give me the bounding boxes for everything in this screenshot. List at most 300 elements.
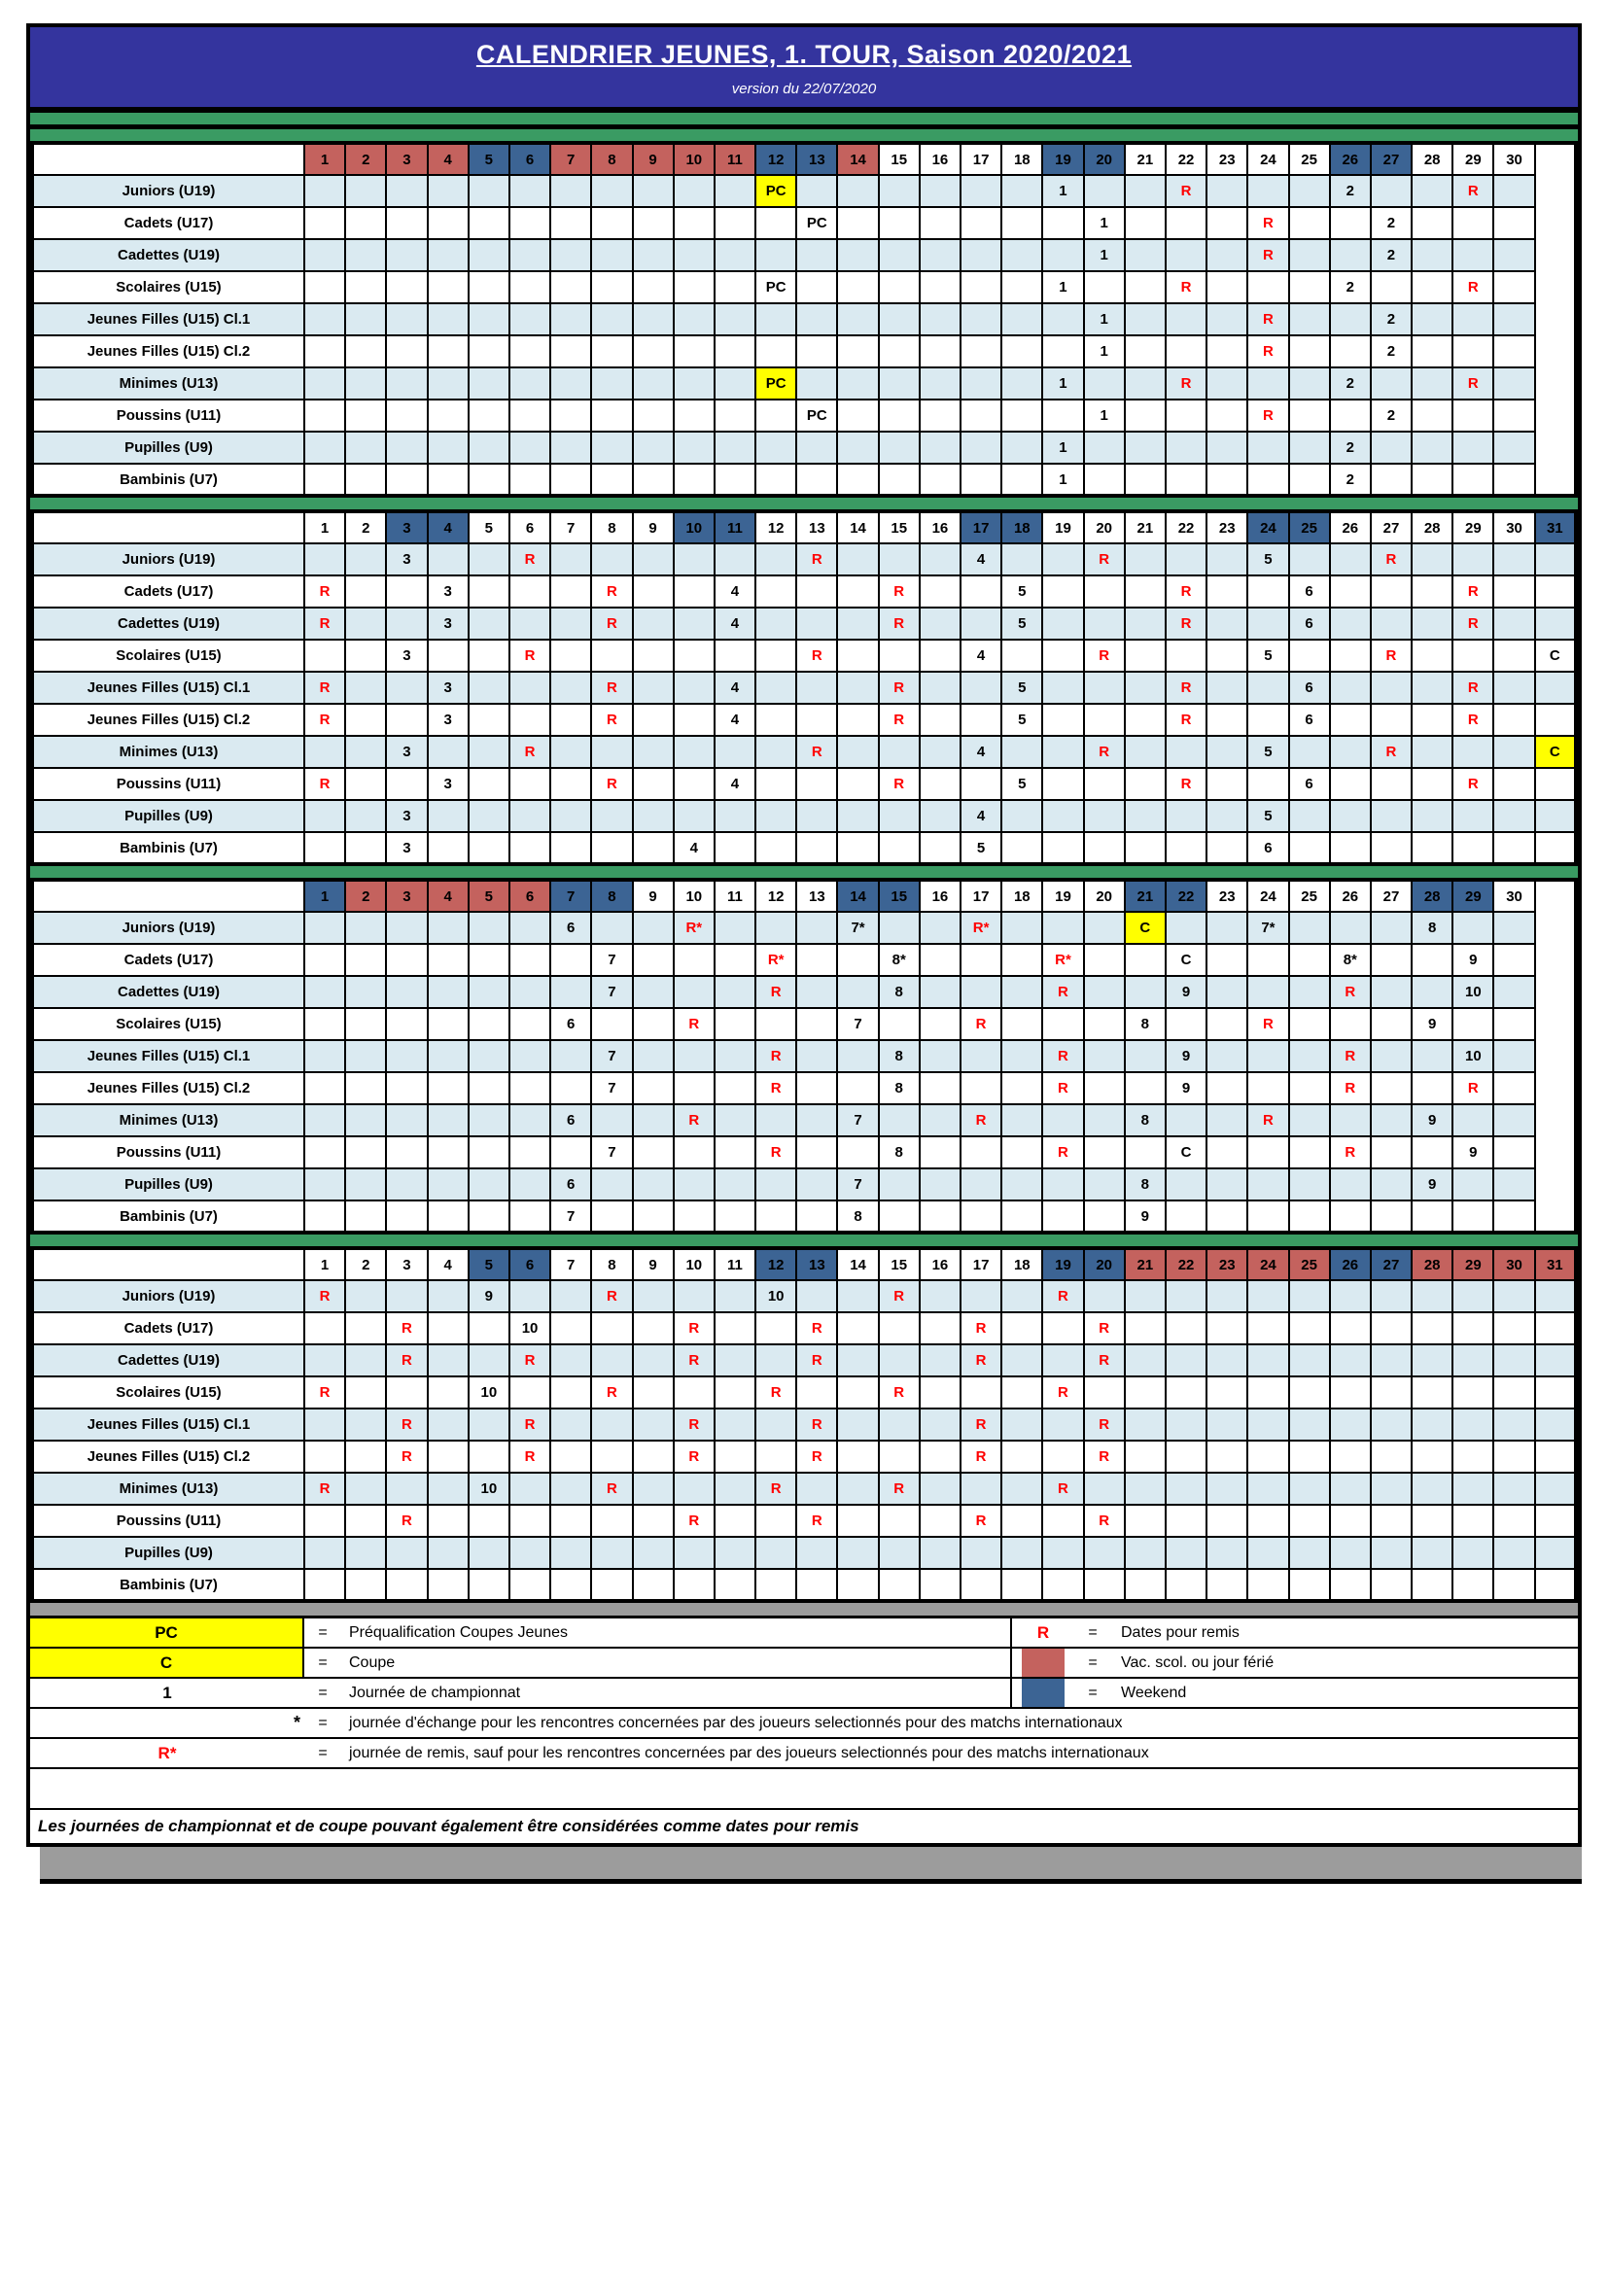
day-header: 3 [386, 880, 427, 912]
day-cell-empty [715, 543, 755, 575]
day-cell: 7 [591, 1040, 632, 1072]
day-cell-empty [1166, 1312, 1206, 1344]
day-cell-empty [1330, 1280, 1371, 1312]
day-cell-empty [1452, 1409, 1493, 1441]
day-cell-empty [1289, 303, 1330, 335]
day-cell: R [1042, 1040, 1083, 1072]
day-cell-empty [796, 912, 837, 944]
day-cell-empty [509, 608, 550, 640]
day-cell-empty [633, 1168, 674, 1200]
day-cell: 2 [1330, 271, 1371, 303]
day-cell: R [1042, 1280, 1083, 1312]
category-row [32, 432, 1576, 464]
day-cell-empty [304, 239, 345, 271]
category-label: Scolaires (U15) [32, 271, 304, 303]
green-divider [30, 113, 1578, 141]
day-cell-empty [837, 432, 878, 464]
day-cell-empty [509, 912, 550, 944]
day-cell: 6 [550, 1008, 591, 1040]
day-cell-empty [920, 1376, 961, 1409]
day-cell-empty [1206, 1200, 1247, 1233]
day-cell: 3 [386, 640, 427, 672]
day-cell-empty [837, 1441, 878, 1473]
day-cell-empty [386, 912, 427, 944]
equals-sign: = [318, 1684, 328, 1701]
day-cell-empty [1412, 1312, 1452, 1344]
day-cell-empty [755, 608, 796, 640]
day-cell-empty [920, 1008, 961, 1040]
day-cell-empty [1084, 575, 1125, 608]
day-cell: R [1330, 1040, 1371, 1072]
day-cell-empty [633, 543, 674, 575]
day-cell-empty [345, 1168, 386, 1200]
day-cell-empty [1001, 1569, 1042, 1601]
day-cell-empty [1412, 1569, 1452, 1601]
day-header: 12 [755, 511, 796, 543]
day-cell-empty [1206, 335, 1247, 367]
day-header: 27 [1371, 511, 1412, 543]
day-cell-empty [674, 464, 715, 496]
day-cell: R [879, 768, 920, 800]
day-cell-empty [961, 271, 1001, 303]
day-cell-empty [715, 832, 755, 864]
day-cell-empty [1125, 1376, 1166, 1409]
day-cell-empty [1493, 704, 1534, 736]
day-cell-empty [345, 543, 386, 575]
day-header: 23 [1206, 511, 1247, 543]
day-cell-empty [509, 1505, 550, 1537]
day-cell: R [1084, 1312, 1125, 1344]
day-cell-empty [1412, 367, 1452, 400]
day-header: 7 [550, 880, 591, 912]
day-cell-empty [920, 704, 961, 736]
day-cell-empty [920, 672, 961, 704]
day-cell-empty [591, 239, 632, 271]
day-cell-empty [1493, 800, 1534, 832]
day-cell-empty [633, 1312, 674, 1344]
day-cell: R [879, 1473, 920, 1505]
day-cell-empty [879, 543, 920, 575]
day-cell: R [1084, 1441, 1125, 1473]
category-row [32, 1569, 1576, 1601]
equals-sign: = [318, 1653, 328, 1671]
day-cell-empty [715, 432, 755, 464]
day-cell: R [961, 1312, 1001, 1344]
day-cell-empty [304, 400, 345, 432]
day-header: 26 [1330, 1248, 1371, 1280]
day-cell-empty [469, 1072, 509, 1104]
day-cell-empty [1412, 1409, 1452, 1441]
day-cell-empty [1125, 1280, 1166, 1312]
day-cell: 9 [1412, 1008, 1452, 1040]
day-cell-empty [1125, 976, 1166, 1008]
equals-sign: = [318, 1744, 328, 1761]
day-cell-empty [1330, 239, 1371, 271]
day-cell-empty [715, 271, 755, 303]
day-cell-empty [796, 335, 837, 367]
day-header: 16 [920, 143, 961, 175]
day-cell-empty [469, 1104, 509, 1136]
day-header: 21 [1125, 880, 1166, 912]
day-cell-empty [920, 1344, 961, 1376]
day-cell: 8* [879, 944, 920, 976]
day-cell-empty [796, 175, 837, 207]
day-cell-empty [1535, 543, 1576, 575]
day-cell-empty [837, 1344, 878, 1376]
day-cell-empty [1371, 1441, 1412, 1473]
day-cell-empty [509, 1040, 550, 1072]
day-cell-empty [961, 1200, 1001, 1233]
day-cell-empty [1452, 1312, 1493, 1344]
day-cell-empty [796, 1072, 837, 1104]
day-cell-empty [1001, 400, 1042, 432]
category-row [32, 543, 1576, 575]
day-cell-empty [837, 800, 878, 832]
day-cell-empty [550, 832, 591, 864]
day-cell-empty [1535, 1569, 1576, 1601]
day-cell-empty [1493, 335, 1534, 367]
day-header: 19 [1042, 1248, 1083, 1280]
day-cell-empty [304, 1136, 345, 1168]
day-cell: C [1125, 912, 1166, 944]
day-cell-empty [1206, 976, 1247, 1008]
day-cell-empty [1084, 672, 1125, 704]
day-cell: R [304, 575, 345, 608]
day-cell-empty [550, 1537, 591, 1569]
equals-sign: = [1088, 1684, 1098, 1701]
day-cell-empty [428, 832, 469, 864]
day-cell-empty [509, 1136, 550, 1168]
day-cell-empty [1125, 575, 1166, 608]
category-row [32, 575, 1576, 608]
category-label: Cadets (U17) [32, 575, 304, 608]
day-cell-empty [469, 432, 509, 464]
day-cell-empty [1371, 1376, 1412, 1409]
category-label: Cadettes (U19) [32, 1344, 304, 1376]
day-cell: R [961, 1409, 1001, 1441]
day-cell-empty [755, 800, 796, 832]
day-cell: 7 [591, 1072, 632, 1104]
day-cell-empty [1493, 1344, 1534, 1376]
day-cell-empty [469, 1200, 509, 1233]
day-cell-empty [879, 1537, 920, 1569]
day-header: 1 [304, 1248, 345, 1280]
day-cell-empty [386, 464, 427, 496]
day-cell-empty [469, 335, 509, 367]
day-cell-empty [1493, 608, 1534, 640]
day-cell-empty [837, 1505, 878, 1537]
day-cell-empty [920, 1136, 961, 1168]
day-cell-empty [674, 1537, 715, 1569]
day-cell-empty [345, 1104, 386, 1136]
day-cell-empty [879, 1200, 920, 1233]
day-cell-empty [304, 432, 345, 464]
category-row [32, 1537, 1576, 1569]
day-cell-empty [1084, 976, 1125, 1008]
day-cell-empty [1042, 1200, 1083, 1233]
day-cell-empty [550, 207, 591, 239]
day-cell-empty [1493, 1473, 1534, 1505]
day-cell-empty [469, 1537, 509, 1569]
day-cell-empty [591, 367, 632, 400]
day-cell-empty [345, 1312, 386, 1344]
day-cell-empty [1247, 704, 1288, 736]
day-cell-empty [1001, 1537, 1042, 1569]
day-cell-empty [633, 575, 674, 608]
day-header: 2 [345, 143, 386, 175]
category-label: Cadettes (U19) [32, 608, 304, 640]
day-cell-empty [1001, 1473, 1042, 1505]
category-row [32, 1441, 1576, 1473]
day-cell: 8 [1412, 912, 1452, 944]
day-header: 25 [1289, 880, 1330, 912]
day-cell-empty [1452, 736, 1493, 768]
day-header: 18 [1001, 880, 1042, 912]
day-cell-empty [1412, 271, 1452, 303]
day-cell-empty [837, 175, 878, 207]
day-cell-empty [1371, 1312, 1412, 1344]
day-header: 23 [1206, 1248, 1247, 1280]
day-header: 8 [591, 511, 632, 543]
day-cell-empty [755, 1505, 796, 1537]
day-cell: C [1535, 736, 1576, 768]
day-cell: PC [796, 400, 837, 432]
day-cell-empty [469, 1040, 509, 1072]
day-cell-empty [1166, 1537, 1206, 1569]
day-cell-empty [879, 800, 920, 832]
day-cell-empty [386, 575, 427, 608]
day-cell-empty [386, 400, 427, 432]
day-cell-empty [674, 640, 715, 672]
day-cell-empty [1452, 640, 1493, 672]
day-cell-empty [755, 1312, 796, 1344]
day-cell-empty [469, 736, 509, 768]
day-cell-empty [961, 335, 1001, 367]
day-cell-empty [1493, 575, 1534, 608]
day-cell-empty [837, 1072, 878, 1104]
equals-sign: = [318, 1714, 328, 1731]
day-cell-empty [715, 1441, 755, 1473]
day-cell-empty [1371, 271, 1412, 303]
day-cell: 3 [386, 543, 427, 575]
day-cell-empty [1452, 1376, 1493, 1409]
legend-key-coupe: C [30, 1649, 304, 1677]
day-cell-empty [879, 1168, 920, 1200]
day-cell-empty [755, 1104, 796, 1136]
day-cell: PC [755, 367, 796, 400]
category-label: Scolaires (U15) [32, 1008, 304, 1040]
day-cell-empty [345, 976, 386, 1008]
day-header: 6 [509, 1248, 550, 1280]
day-cell-empty [591, 1168, 632, 1200]
day-cell-empty [1289, 1409, 1330, 1441]
day-header: 7 [550, 143, 591, 175]
day-cell-empty [509, 1008, 550, 1040]
day-cell-empty [1371, 976, 1412, 1008]
day-cell-empty [386, 1376, 427, 1409]
day-cell-empty [633, 1104, 674, 1136]
day-cell-empty [591, 736, 632, 768]
day-cell-empty [715, 640, 755, 672]
day-header: 29 [1452, 511, 1493, 543]
vacation-color-swatch [1022, 1649, 1065, 1677]
day-cell: R [386, 1505, 427, 1537]
day-cell-empty [837, 672, 878, 704]
day-cell-empty [469, 944, 509, 976]
day-cell-empty [428, 175, 469, 207]
day-cell-empty [920, 207, 961, 239]
day-cell-empty [1247, 1537, 1288, 1569]
day-cell-empty [1412, 207, 1452, 239]
day-cell-empty [1535, 800, 1576, 832]
day-cell-empty [715, 736, 755, 768]
day-cell-empty [1001, 640, 1042, 672]
day-cell-empty [755, 1569, 796, 1601]
day-cell: R [1371, 543, 1412, 575]
day-cell-empty [1247, 944, 1288, 976]
day-cell: 1 [1084, 239, 1125, 271]
day-cell-empty [1493, 207, 1534, 239]
day-cell-empty [1125, 175, 1166, 207]
day-cell-empty [591, 1537, 632, 1569]
day-cell-empty [1247, 1441, 1288, 1473]
day-cell-empty [509, 175, 550, 207]
day-cell-empty [796, 672, 837, 704]
day-cell: R [1247, 207, 1288, 239]
day-cell-empty [469, 1136, 509, 1168]
day-cell-empty [1125, 1136, 1166, 1168]
day-cell-empty [1206, 768, 1247, 800]
day-cell-empty [386, 239, 427, 271]
day-cell-empty [1371, 832, 1412, 864]
day-cell: 10 [509, 1312, 550, 1344]
category-row [32, 1008, 1576, 1040]
day-cell-empty [1493, 832, 1534, 864]
day-cell-empty [550, 1505, 591, 1537]
category-label: Bambinis (U7) [32, 832, 304, 864]
category-label: Jeunes Filles (U15) Cl.1 [32, 1040, 304, 1072]
day-header: 29 [1452, 1248, 1493, 1280]
day-cell-empty [591, 1409, 632, 1441]
day-cell-empty [879, 1409, 920, 1441]
day-cell: R [674, 1008, 715, 1040]
day-cell-empty [428, 1200, 469, 1233]
day-cell: 7 [591, 976, 632, 1008]
day-cell-empty [961, 672, 1001, 704]
day-cell: 8 [1125, 1008, 1166, 1040]
day-header: 7 [550, 1248, 591, 1280]
day-cell: 6 [1289, 704, 1330, 736]
day-cell-empty [1001, 1344, 1042, 1376]
day-cell-empty [469, 1344, 509, 1376]
day-header: 21 [1125, 511, 1166, 543]
day-cell-empty [1452, 303, 1493, 335]
day-cell-empty [1206, 400, 1247, 432]
day-cell-empty [674, 271, 715, 303]
day-header: 17 [961, 511, 1001, 543]
day-cell-empty [1247, 768, 1288, 800]
day-cell-empty [1371, 1505, 1412, 1537]
month-label: Novembre [32, 880, 304, 912]
day-cell-empty [428, 944, 469, 976]
day-cell: 5 [1247, 543, 1288, 575]
day-cell-empty [550, 1376, 591, 1409]
day-cell-empty [345, 1505, 386, 1537]
day-cell-empty [920, 736, 961, 768]
day-cell-empty [796, 1136, 837, 1168]
day-cell-empty [345, 1344, 386, 1376]
day-cell-empty [879, 335, 920, 367]
day-cell-empty [509, 944, 550, 976]
day-cell: R [796, 1312, 837, 1344]
day-cell-empty [469, 832, 509, 864]
day-cell-empty [1330, 1344, 1371, 1376]
day-cell-empty [1042, 207, 1083, 239]
day-header: 27 [1371, 880, 1412, 912]
day-header: 21 [1125, 1248, 1166, 1280]
day-cell-empty [1001, 944, 1042, 976]
day-cell-empty [920, 1505, 961, 1537]
day-cell: R [796, 1505, 837, 1537]
day-cell-empty [1125, 640, 1166, 672]
day-cell-empty [1206, 912, 1247, 944]
day-cell-empty [591, 1569, 632, 1601]
category-label: Poussins (U11) [32, 400, 304, 432]
day-cell: 9 [1166, 1072, 1206, 1104]
day-cell-empty [920, 912, 961, 944]
day-cell: C [1535, 640, 1576, 672]
day-cell: 2 [1330, 464, 1371, 496]
category-label: Poussins (U11) [32, 768, 304, 800]
day-header: 25 [1289, 1248, 1330, 1280]
day-cell-empty [1247, 1344, 1288, 1376]
day-cell-empty [755, 912, 796, 944]
day-cell-empty [1371, 944, 1412, 976]
day-cell-empty [796, 1280, 837, 1312]
day-header: 30 [1493, 511, 1534, 543]
day-cell-empty [633, 1040, 674, 1072]
day-cell: R [1452, 608, 1493, 640]
day-cell-empty [674, 1168, 715, 1200]
day-cell-empty [1535, 1409, 1576, 1441]
day-cell-empty [1166, 1344, 1206, 1376]
day-cell-empty [1371, 608, 1412, 640]
day-cell-empty [879, 736, 920, 768]
day-cell-empty [633, 1280, 674, 1312]
day-cell-empty [469, 400, 509, 432]
day-cell-empty [1084, 1104, 1125, 1136]
day-cell: R [755, 976, 796, 1008]
day-cell-empty [550, 1441, 591, 1473]
day-cell-empty [1001, 912, 1042, 944]
day-cell-empty [1125, 464, 1166, 496]
day-cell-empty [920, 464, 961, 496]
day-cell-empty [961, 432, 1001, 464]
day-cell-empty [1084, 768, 1125, 800]
day-cell-empty [920, 271, 961, 303]
day-cell: 2 [1371, 400, 1412, 432]
day-cell-empty [509, 1537, 550, 1569]
day-cell-empty [879, 1104, 920, 1136]
day-cell-empty [591, 832, 632, 864]
day-cell-empty [1166, 1104, 1206, 1136]
day-cell-empty [715, 1569, 755, 1601]
day-header: 20 [1084, 1248, 1125, 1280]
day-header-row [32, 880, 1576, 912]
category-label: Cadettes (U19) [32, 976, 304, 1008]
day-cell-empty [1371, 1072, 1412, 1104]
day-cell-empty [1452, 1441, 1493, 1473]
